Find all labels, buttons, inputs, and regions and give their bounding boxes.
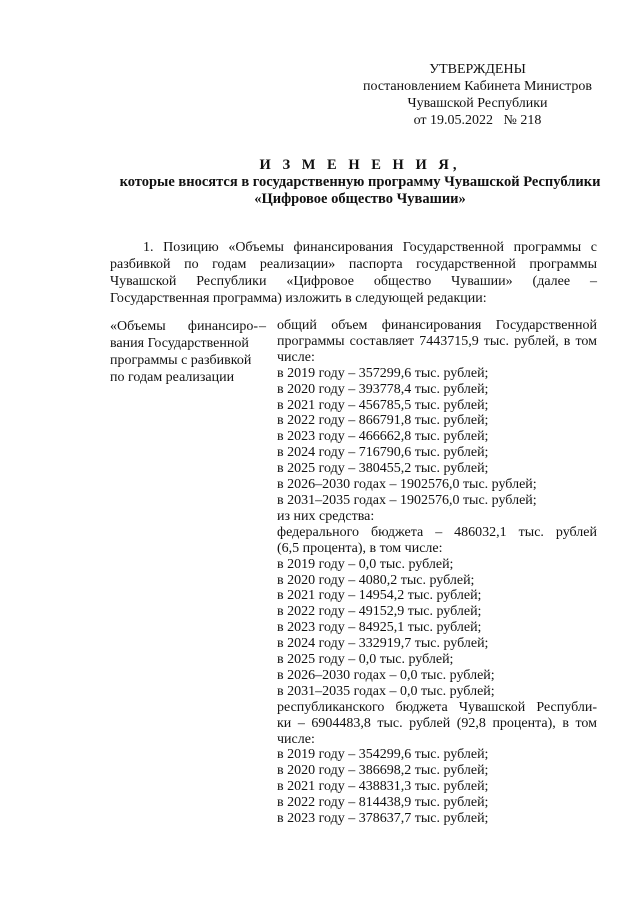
financing-line: в 2026–2030 годах – 0,0 тыс. рублей; [277,667,495,683]
position-label-line: программы с разбивкой [110,353,252,368]
position-dash: – [259,319,266,334]
financing-line: в 2025 году – 380455,2 тыс. рублей; [277,461,489,477]
financing-line: в 2021 году – 438831,3 тыс. рублей; [277,779,489,795]
financing-line: общий объем финансирования Государственной [277,318,597,333]
financing-line: в 2031–2035 годах – 0,0 тыс. рублей; [277,683,495,699]
financing-line: числе: [277,349,315,365]
approval-region: Чувашской Республики [407,96,548,111]
financing-line: в 2019 году – 357299,6 тыс. рублей; [277,365,489,381]
approval-stamp [355,61,600,129]
financing-line: в 2023 году – 84925,1 тыс. рублей; [277,620,482,636]
document-title [80,157,640,208]
approval-date-number: от 19.05.2022 № 218 [413,113,542,128]
financing-line: республиканского бюджета Чувашской Республи- [277,699,597,715]
financing-line: в 2026–2030 годах – 1902576,0 тыс. рублей; [277,477,537,493]
financing-line: в 2022 году – 814438,9 тыс. рублей; [277,795,489,811]
financing-line: (6,5 процента), в том числе: [277,540,443,556]
financing-line: федерального бюджета – 486032,1 тыс. рублей [277,524,597,540]
title-program-name: «Цифровое общество Чувашии» [254,191,466,207]
position-label-line: по годам реализации [110,370,235,385]
financing-line: в 2024 году – 716790,6 тыс. рублей; [277,445,489,461]
financing-line: в 2023 году – 466662,8 тыс. рублей; [277,429,489,445]
financing-line: из них средства: [277,508,375,524]
approval-title: УТВЕРЖДЕНЫ [429,62,526,77]
intro-paragraph: 1. Позицию «Объемы финансирования Государственной программы с разбивкой по годам реализации» паспорта государственной программы Чувашской Республики «Цифровое общество Чувашии» (далее – Государственная программа) изложить в следующей редакции: [110,240,597,306]
title-heading: И З М Е Н Е Н И Я, [259,157,461,173]
position-label [110,318,268,386]
financing-line: в 2024 году – 332919,7 тыс. рублей; [277,636,489,652]
financing-line: программы составляет 7443715,9 тыс. рублей, в том [277,333,597,349]
financing-line: в 2020 году – 393778,4 тыс. рублей; [277,381,489,397]
financing-line: в 2025 году – 0,0 тыс. рублей; [277,652,454,668]
financing-line: в 2023 году – 378637,7 тыс. рублей; [277,811,489,827]
financing-line: в 2022 году – 866791,8 тыс. рублей; [277,413,489,429]
financing-line: в 2020 году – 4080,2 тыс. рублей; [277,572,475,588]
approval-issuer: постановлением Кабинета Министров [363,79,592,94]
financing-line: в 2019 году – 354299,6 тыс. рублей; [277,747,489,763]
financing-details [277,318,597,827]
financing-line: в 2021 году – 456785,5 тыс. рублей; [277,397,489,413]
position-label-line: вания Государственной [110,336,249,351]
financing-line: в 2020 году – 386698,2 тыс. рублей; [277,763,489,779]
financing-line: ки – 6904483,8 тыс. рублей (92,8 процента), в том [277,715,597,731]
financing-line: в 2019 году – 0,0 тыс. рублей; [277,556,454,572]
title-subheading: которые вносятся в государственную программу Чувашской Республики [119,174,601,190]
financing-line: в 2022 году – 49152,9 тыс. рублей; [277,604,482,620]
financing-line: числе: [277,731,315,747]
financing-line: в 2031–2035 годах – 1902576,0 тыс. рублей; [277,492,537,508]
financing-line: в 2021 году – 14954,2 тыс. рублей; [277,588,482,604]
position-label-line: «Объемы финансиро- [110,319,258,334]
